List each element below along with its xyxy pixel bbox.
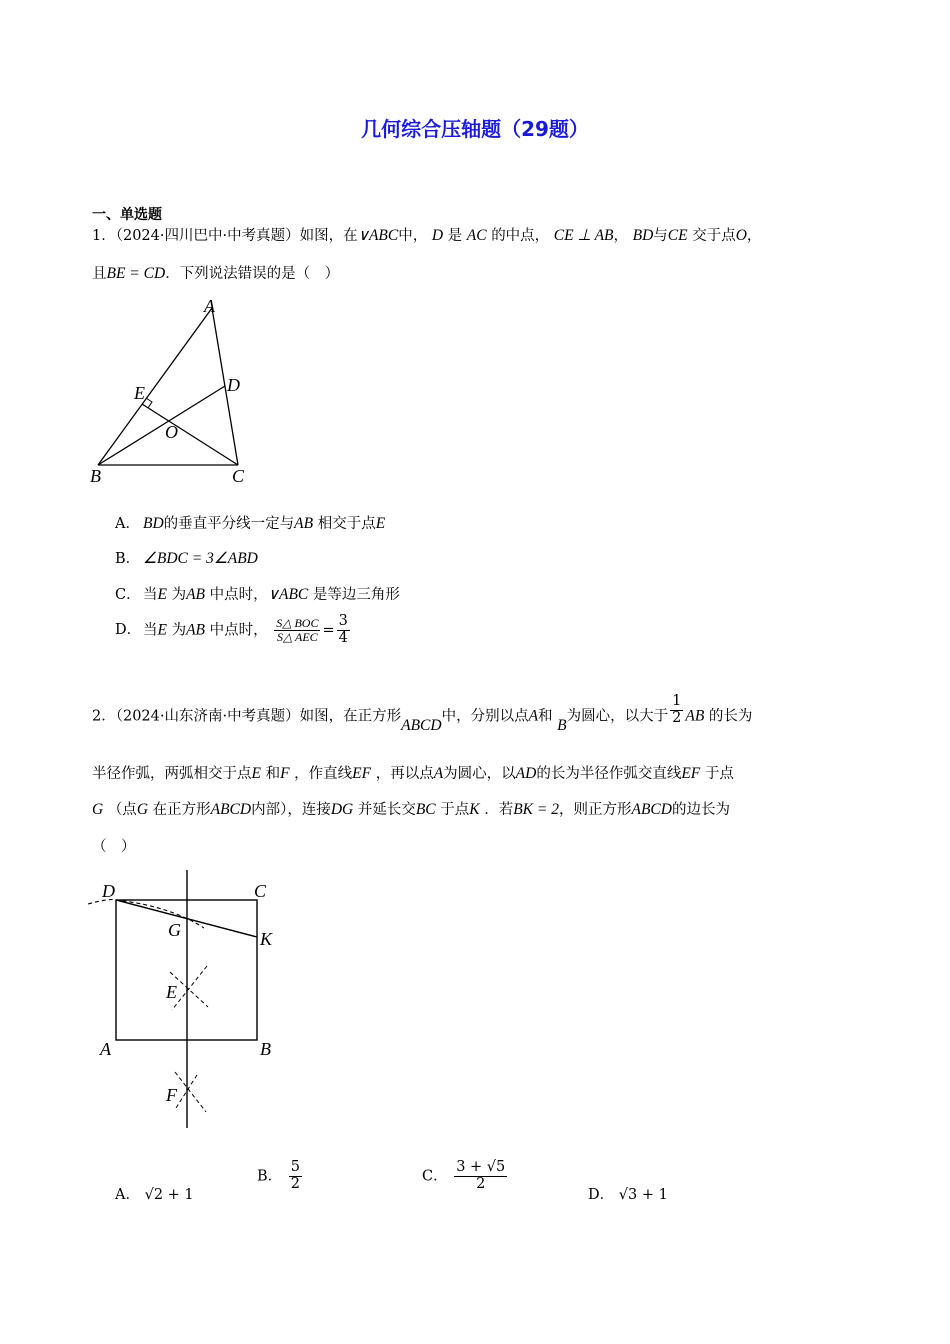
fraction-numerator: 1	[672, 693, 682, 709]
q1-option-b[interactable]	[115, 547, 258, 568]
area-ratio-fraction	[274, 617, 320, 644]
q2-source: （2024·山东济南·中考真题）	[115, 708, 300, 725]
q1-option-c[interactable]	[115, 583, 400, 604]
q2-math: ABCD	[210, 801, 252, 818]
q2-option-c[interactable]	[422, 1160, 509, 1193]
q2-math: G	[92, 801, 104, 818]
fraction-numerator: 5	[290, 1159, 300, 1175]
q1-math: ∨ABC	[357, 227, 399, 244]
fraction-numerator: S△ BOC	[276, 615, 319, 630]
option-math: AB	[186, 586, 206, 603]
q2-text: 如图，在正方形	[299, 708, 402, 725]
q2-text: ，则正方形	[559, 802, 632, 818]
option-fraction	[454, 1160, 507, 1193]
option-math: E	[375, 515, 386, 532]
line-BD	[98, 386, 225, 465]
option-math: ∠BDC = 3∠ABD	[143, 550, 258, 567]
q1-text: 与	[653, 228, 668, 244]
q2-line2	[92, 766, 734, 782]
option-text: 当	[143, 587, 158, 603]
q2-line1	[92, 693, 753, 735]
line-CE	[142, 404, 238, 465]
q2-option-a[interactable]	[115, 1183, 194, 1204]
option-label: D．	[588, 1187, 615, 1203]
half-fraction	[670, 694, 683, 727]
label-D: D	[102, 881, 115, 901]
q1-text: ，	[746, 228, 762, 244]
q2-text: 和	[538, 708, 553, 725]
q2-line4	[92, 840, 136, 855]
option-text: 中点时，	[209, 622, 268, 639]
arc-mark-F1	[175, 1072, 206, 1112]
option-math: BD	[143, 515, 164, 532]
option-math: E	[157, 586, 167, 603]
q2-text: 的边长为	[671, 802, 730, 818]
q1-text: 中，	[398, 228, 428, 244]
option-text: 为	[171, 587, 187, 603]
page-title: 几何综合压轴题（29题）	[361, 117, 589, 141]
q2-text: 为圆心，以	[443, 766, 516, 782]
fraction-numerator: 3 + √5	[456, 1159, 506, 1175]
option-math: AB	[294, 515, 314, 532]
q2-line3	[92, 802, 730, 818]
q2-text: 在正方形	[152, 802, 211, 818]
fraction-denominator: 2	[290, 1175, 300, 1192]
q2-text: 于点	[704, 766, 734, 782]
option-text: 为	[171, 622, 187, 639]
q1-text: 如图，在	[299, 228, 358, 244]
section-heading: 一、单选题	[92, 207, 162, 223]
q2-text: 的长为半径作弧交直线	[536, 766, 682, 782]
option-label: C．	[115, 587, 141, 603]
q2-math: K	[469, 801, 480, 818]
option-value: √2 + 1	[144, 1187, 194, 1203]
q2-math: B	[557, 717, 567, 735]
option-label: C．	[422, 1168, 448, 1185]
q2-math: BK = 2	[513, 801, 559, 818]
option-text: 相交于点	[317, 516, 376, 532]
q2-math: AB	[685, 707, 705, 725]
q2-math: DG	[330, 801, 354, 818]
label-E: E	[134, 383, 145, 403]
label-E: E	[166, 982, 177, 1002]
option-fraction	[289, 1160, 302, 1193]
option-label: B．	[257, 1168, 283, 1185]
label-K: K	[260, 929, 273, 949]
q1-text: ，	[613, 228, 629, 244]
option-text: 中点时，	[209, 587, 268, 603]
q1-math: AC	[466, 227, 487, 244]
option-math: E	[157, 621, 167, 639]
option-math: ∨ABC	[267, 586, 309, 603]
q1-text: 交于点	[692, 228, 736, 244]
q2-text: 中，分别以点	[441, 708, 529, 725]
q2-text: 的长为	[708, 708, 753, 725]
q1-option-a[interactable]	[115, 512, 385, 533]
option-label: A．	[115, 1187, 140, 1203]
option-text: 的垂直平分线一定与	[163, 516, 295, 532]
option-text: 当	[143, 622, 158, 639]
option-label: A．	[115, 516, 140, 532]
q1-math: D	[431, 227, 444, 244]
q2-number: 2．	[92, 708, 116, 725]
ratio-value-fraction	[337, 614, 350, 647]
q2-text: 于点	[440, 802, 470, 818]
fraction-denominator: 2	[476, 1175, 486, 1192]
q2-text: 并延长交	[357, 802, 416, 818]
q2-math: E	[251, 765, 261, 782]
label-A: A	[204, 296, 215, 316]
fraction-denominator: 2	[672, 709, 682, 726]
line-AB	[98, 308, 212, 465]
q2-text: 为圆心，以大于	[566, 708, 669, 725]
q2-math: F	[280, 765, 290, 782]
label-B: B	[260, 1039, 271, 1059]
q2-math: ABCD	[631, 801, 672, 818]
q1-triangle-figure	[80, 290, 260, 490]
q1-math: BE = CD	[106, 265, 166, 282]
label-C: C	[232, 466, 245, 486]
q1-text: ．下列说法错误的是（ ）	[165, 266, 340, 282]
q2-text: ，作直线	[294, 766, 353, 782]
q2-math: A	[528, 707, 539, 725]
option-text: 是等边三角形	[312, 587, 400, 603]
fraction-denominator: 4	[338, 629, 348, 646]
q1-text: 的中点，	[491, 228, 550, 244]
label-A: A	[100, 1039, 111, 1059]
q1-line2	[92, 266, 339, 282]
q2-math: G	[136, 801, 149, 818]
q2-math: BC	[415, 801, 436, 818]
q2-math: ABCD	[401, 717, 442, 735]
q1-option-d[interactable]	[115, 614, 352, 647]
label-O: O	[165, 422, 178, 442]
q1-text: 是	[447, 228, 463, 244]
label-B: B	[90, 466, 101, 486]
q1-number: 1．	[92, 228, 116, 244]
q2-math: AD	[515, 765, 537, 782]
q2-text: ，再以点	[375, 766, 434, 782]
q1-math: O	[735, 227, 747, 244]
option-label: B．	[115, 551, 141, 567]
q2-text: 半径作弧，两弧相交于点	[92, 766, 252, 782]
label-C: C	[254, 881, 267, 901]
q2-text: （ ）	[92, 839, 136, 855]
q2-square-figure	[80, 870, 310, 1135]
q1-text: 且	[92, 266, 107, 282]
q2-text: 内部），连接	[251, 802, 331, 818]
equals-sign: =	[322, 622, 335, 639]
option-math: AB	[186, 621, 206, 639]
q1-math: BD	[632, 227, 654, 244]
q2-math: EF	[352, 765, 372, 782]
label-F: F	[166, 1085, 177, 1105]
q2-math: A	[433, 765, 444, 782]
fraction-numerator: 3	[338, 613, 348, 629]
q1-math: CE	[667, 227, 688, 244]
q2-text: 和	[265, 766, 281, 782]
label-G: G	[168, 920, 181, 940]
fraction-denominator: S△ AEC	[277, 629, 318, 644]
q2-option-b[interactable]	[257, 1160, 304, 1193]
q2-math: EF	[681, 765, 701, 782]
q2-text: （点	[107, 802, 137, 818]
arc-mark-E2	[172, 966, 207, 1010]
q2-option-d[interactable]	[588, 1183, 668, 1204]
q1-line1	[92, 228, 761, 244]
option-value: √3 + 1	[618, 1187, 668, 1203]
label-D: D	[227, 375, 240, 395]
q1-source: （2024·四川巴中·中考真题）	[115, 228, 300, 244]
option-label: D．	[115, 622, 142, 639]
q2-text: ．若	[484, 802, 514, 818]
q1-math: CE ⊥ AB	[553, 227, 614, 244]
